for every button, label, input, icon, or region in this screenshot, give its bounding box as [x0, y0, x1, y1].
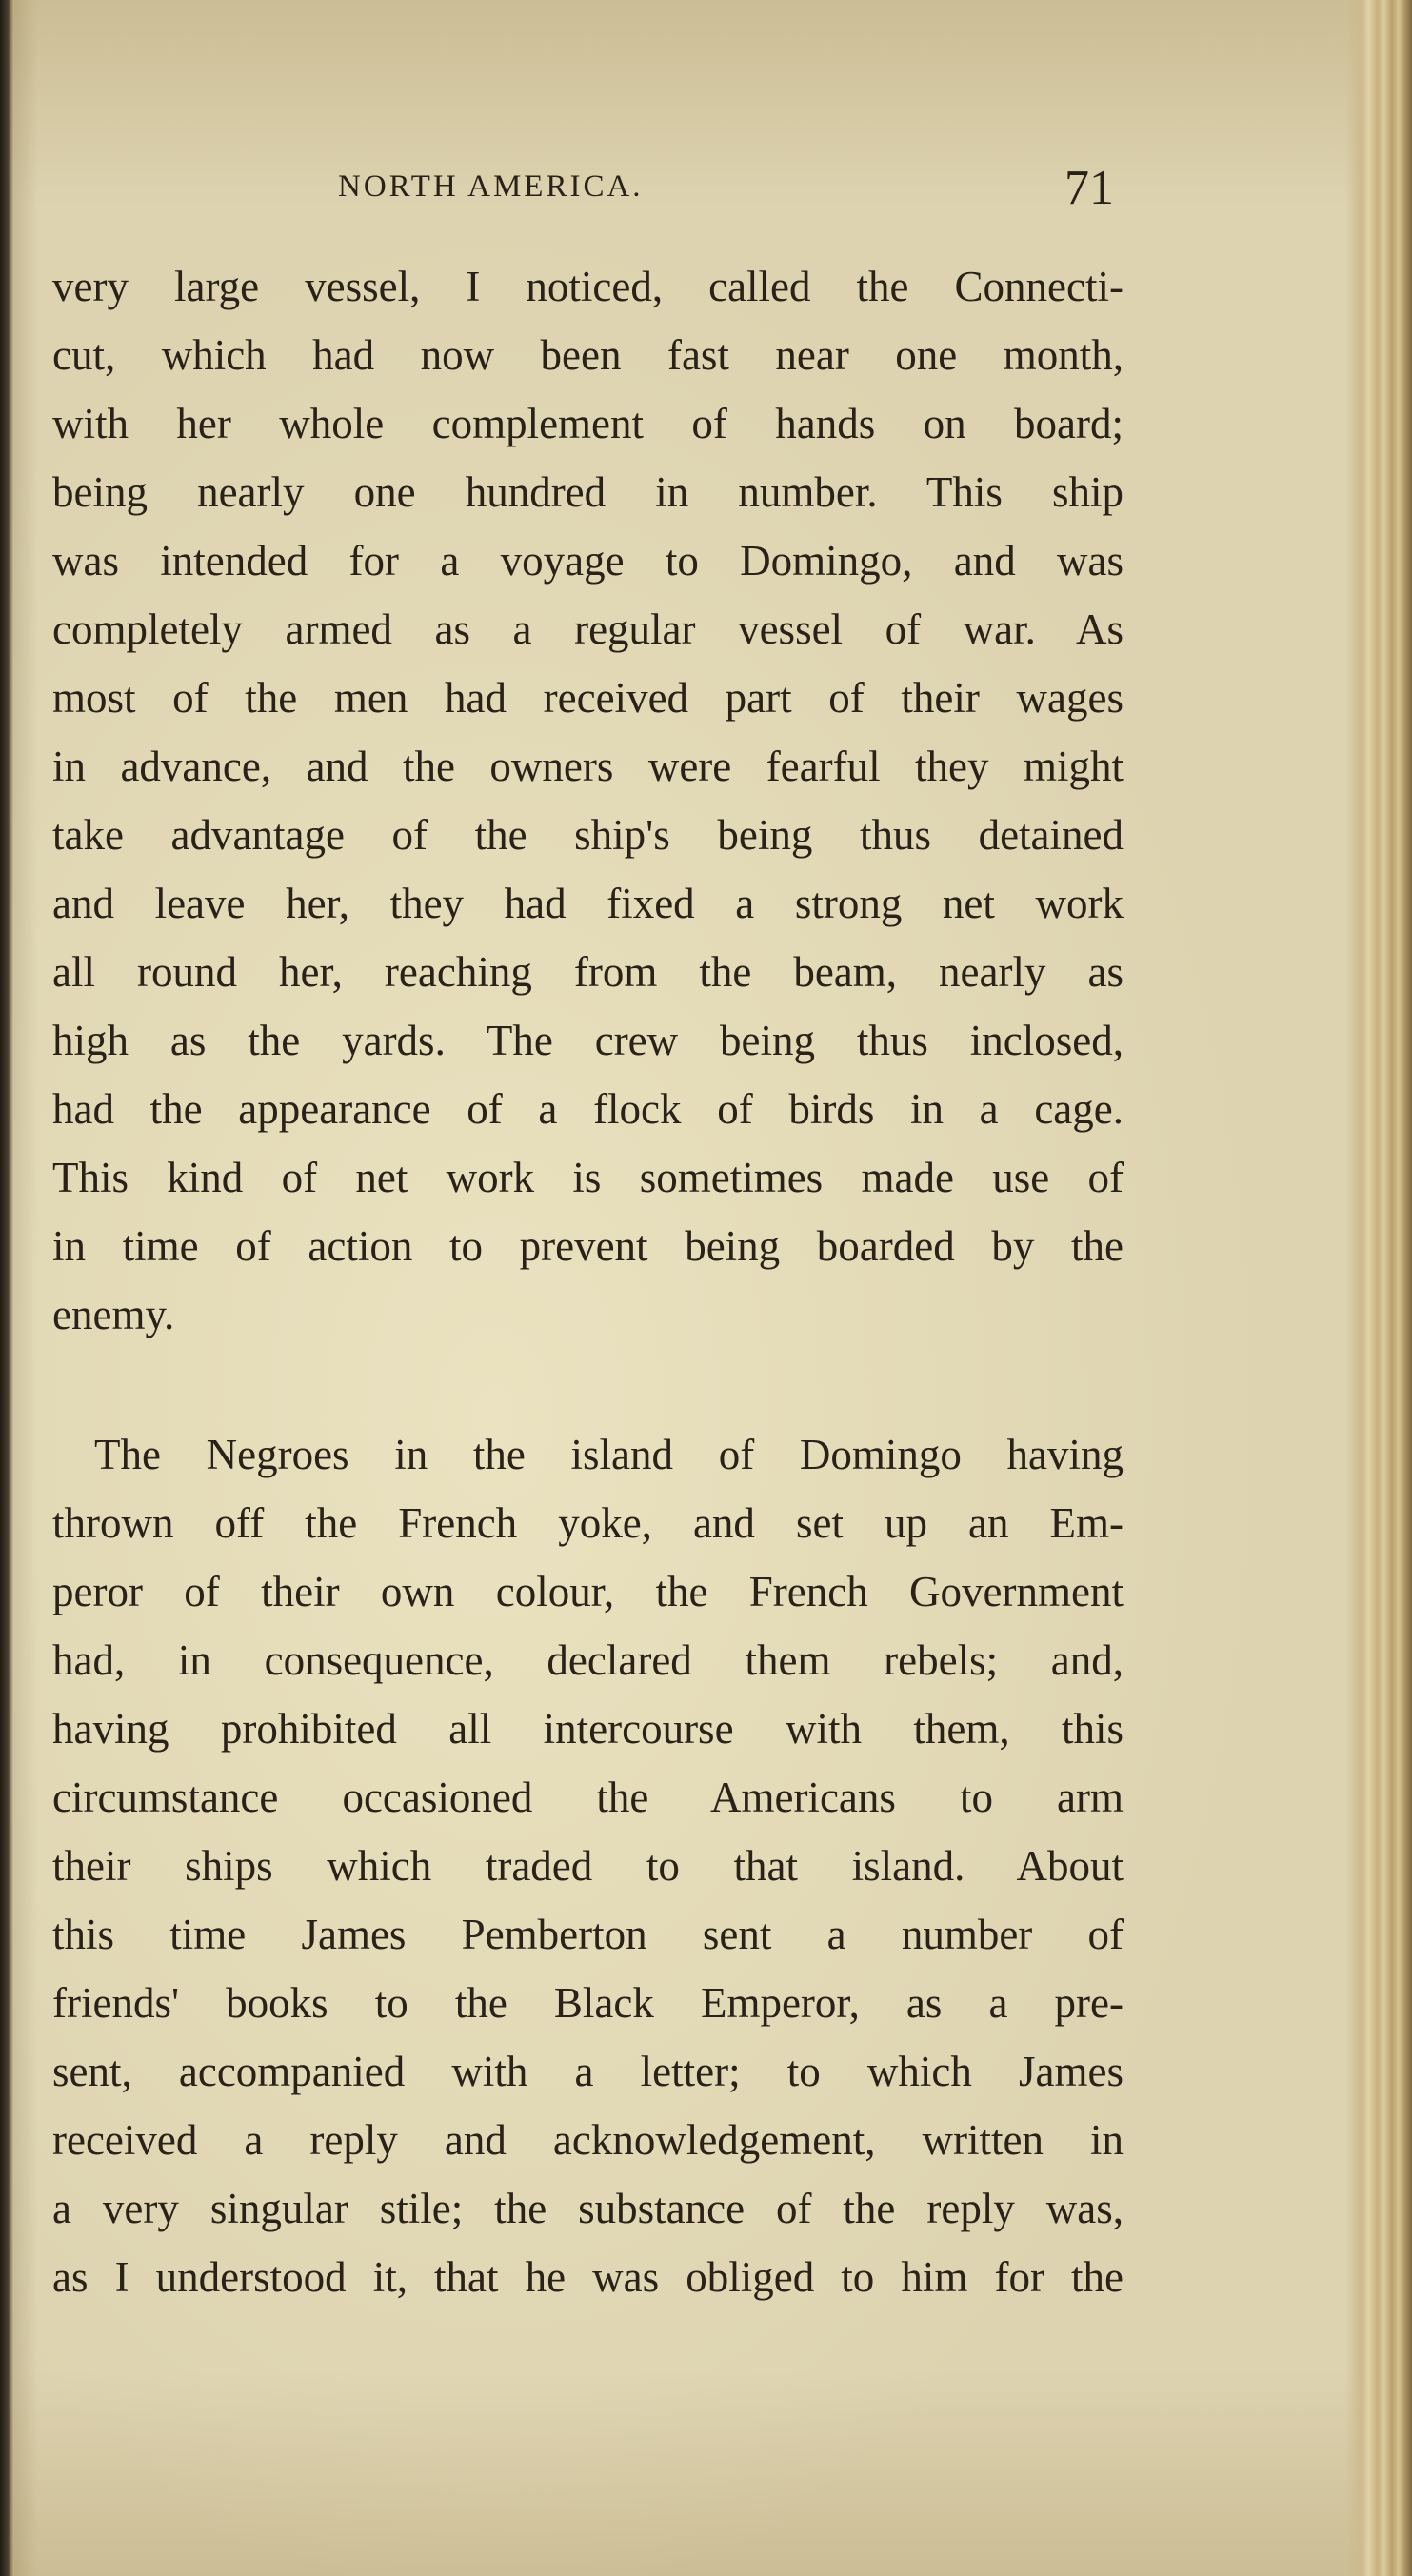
text-line: having prohibited all intercourse with them, this: [52, 1705, 1124, 1753]
text-line: most of the men had received part of their wages: [52, 674, 1124, 722]
text-line: was intended for a voyage to Domingo, and was: [52, 537, 1124, 585]
text-line: thrown off the French yoke, and set up an Em-: [52, 1499, 1124, 1547]
text-line: in time of action to prevent being boarded by the: [52, 1222, 1124, 1270]
text-line: being nearly one hundred in number. This ship: [52, 468, 1124, 516]
text-line: peror of their own colour, the French Government: [52, 1568, 1124, 1615]
paragraph: [52, 252, 1124, 1349]
text-line: all round her, reaching from the beam, nearly as: [52, 948, 1124, 996]
text-line: The Negroes in the island of Domingo having: [94, 1431, 1124, 1478]
text-line: had, in consequence, declared them rebels; and,: [52, 1636, 1124, 1684]
text-line: enemy.: [52, 1291, 175, 1338]
text-line: take advantage of the ship's being thus detained: [52, 811, 1124, 859]
text-line: received a reply and acknowledgement, written in: [52, 2116, 1124, 2164]
page-number: 71: [1064, 161, 1114, 215]
text-line: as I understood it, that he was obliged to him for the: [52, 2253, 1124, 2301]
text-line: friends' books to the Black Emperor, as a pre-: [52, 1979, 1124, 2027]
paragraph: [52, 1420, 1124, 2311]
text-line: high as the yards. The crew being thus inclosed,: [52, 1017, 1124, 1064]
paragraph-break: [52, 1349, 1124, 1420]
text-line: cut, which had now been fast near one month,: [52, 331, 1124, 379]
text-line: This kind of net work is sometimes made use of: [52, 1154, 1124, 1201]
running-title: NORTH AMERICA.: [338, 169, 644, 204]
text-line: circumstance occasioned the Americans to arm: [52, 1773, 1124, 1821]
page-header: [143, 160, 1114, 217]
text-line: had the appearance of a flock of birds in a cage.: [52, 1085, 1124, 1133]
text-line: with her whole complement of hands on board;: [52, 400, 1124, 447]
text-line: sent, accompanied with a letter; to which James: [52, 2048, 1124, 2095]
text-line: their ships which traded to that island. About: [52, 1842, 1124, 1890]
text-line: completely armed as a regular vessel of war. As: [52, 605, 1124, 653]
text-line: a very singular stile; the substance of the reply was,: [52, 2185, 1124, 2232]
text-line: this time James Pemberton sent a number of: [52, 1911, 1124, 1958]
text-line: in advance, and the owners were fearful they might: [52, 743, 1124, 790]
text-line: and leave her, they had fixed a strong net work: [52, 880, 1124, 927]
binding-gutter: [0, 0, 13, 2576]
body-text: [52, 252, 1124, 2311]
page-edges: [1345, 0, 1412, 2576]
text-line: very large vessel, I noticed, called the Connecti-: [52, 263, 1124, 310]
